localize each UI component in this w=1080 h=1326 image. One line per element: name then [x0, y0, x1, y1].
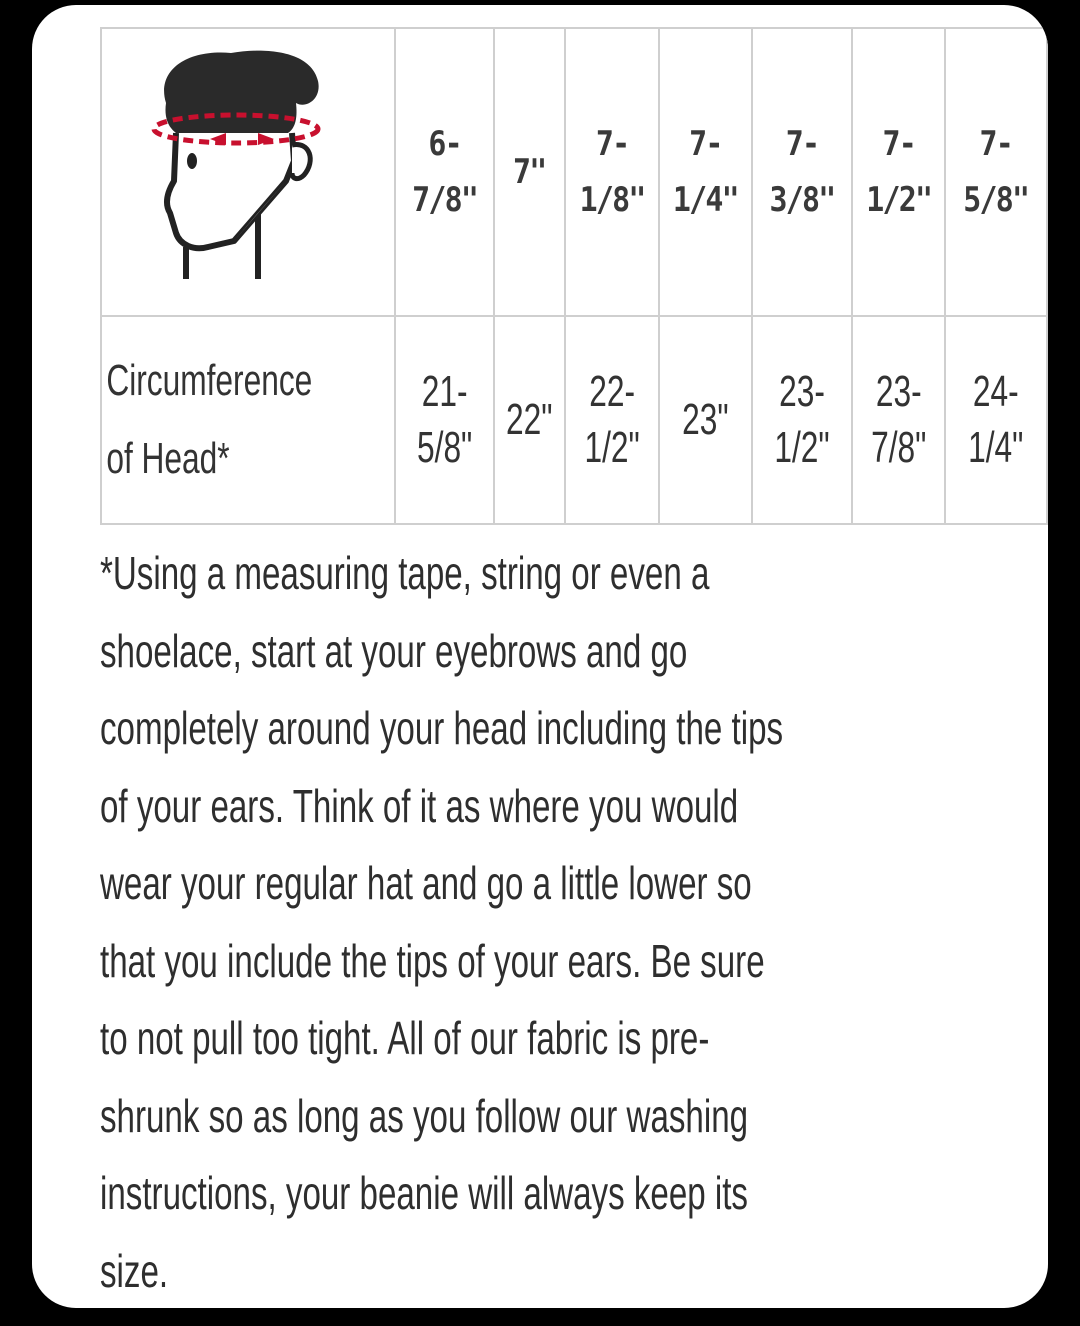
hat-size-cell: 7- 1/4" [659, 28, 752, 316]
hat-size-cell: 6- 7/8" [395, 28, 494, 316]
circumference-row [101, 316, 1047, 524]
circumference-cell: 21- 5/8" [395, 316, 494, 524]
hat-size-cell: 7" [494, 28, 565, 316]
circumference-cell: 23- 7/8" [852, 316, 946, 524]
circumference-label: Circumference of Head* [101, 316, 395, 524]
size-chart-card [32, 5, 1048, 1308]
measuring-instructions [100, 535, 921, 1308]
circumference-cell: 22" [494, 316, 565, 524]
instruction-line: completely around your head including the tips [100, 702, 784, 754]
instruction-line: shoelace, start at your eyebrows and go [100, 624, 688, 677]
circumference-cell: 24- 1/4" [945, 316, 1047, 524]
hat-size-row [101, 28, 1047, 316]
instruction-line: wear your regular hat and go a little lower so [100, 857, 752, 909]
hat-size-cell: 7- 5/8" [945, 28, 1047, 316]
instruction-line: to not pull too tight. All of our fabric is pre- [100, 1012, 710, 1064]
head-icon-cell [101, 28, 395, 316]
instruction-line: size. [100, 1244, 169, 1297]
instruction-line: of your ears. Think of it as where you would [100, 779, 739, 832]
hat-size-cell: 7- 3/8" [752, 28, 852, 316]
instruction-line: that you include the tips of your ears. Be sure [100, 934, 765, 987]
hat-size-cell: 7- 1/2" [852, 28, 946, 316]
circumference-cell: 22- 1/2" [565, 316, 659, 524]
instruction-line: *Using a measuring tape, string or even a [100, 547, 710, 599]
head-measuring-icon [146, 41, 326, 291]
instruction-line: shrunk so as long as you follow our washing [100, 1089, 749, 1142]
circumference-cell: 23" [659, 316, 752, 524]
size-table [100, 27, 1048, 525]
hat-size-cell: 7- 1/8" [565, 28, 659, 316]
circumference-cell: 23- 1/2" [752, 316, 852, 524]
instruction-line: instructions, your beanie will always keep its [100, 1167, 748, 1219]
